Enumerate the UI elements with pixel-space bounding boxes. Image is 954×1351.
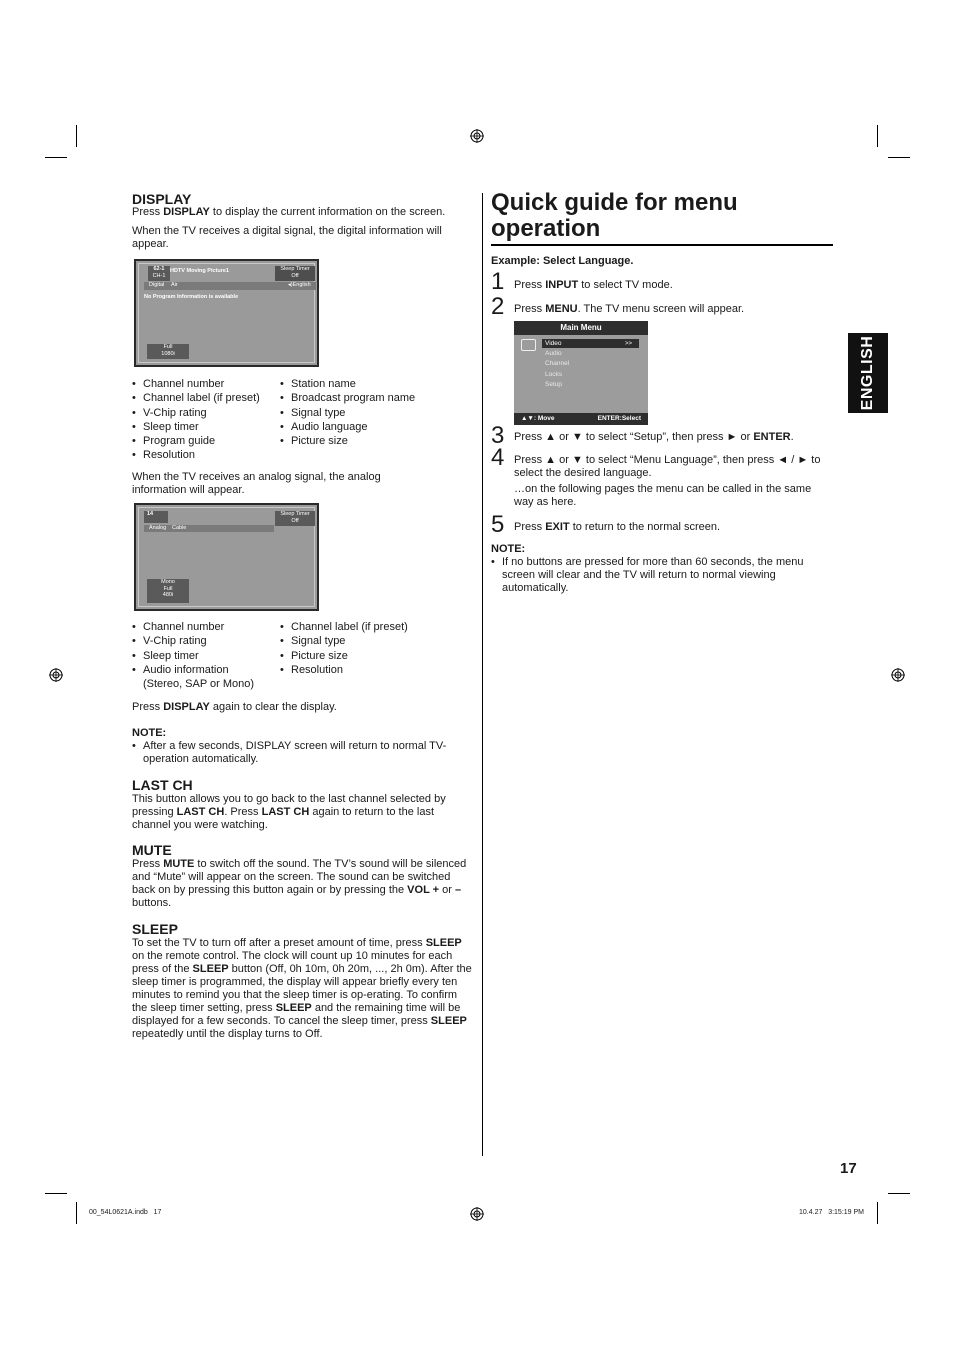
registration-mark-icon (470, 1207, 484, 1221)
channel-box: 14 (144, 511, 168, 523)
step-number: 1 (491, 268, 505, 295)
list-item: • Resolution (132, 448, 272, 462)
enter-hint: ENTER:Select (597, 415, 641, 422)
step-number: 5 (491, 511, 505, 538)
column-divider (482, 193, 483, 1156)
last-ch-heading: LAST CH (132, 777, 193, 793)
list-item: • Broadcast program name (280, 391, 470, 405)
broadcast-type: Air (171, 282, 178, 288)
clear-display-text: Press DISPLAY again to clear the display. (132, 701, 337, 713)
move-hint: ▲▼: Move (521, 415, 555, 422)
step-text: Press ▲ or ▼ to select “Setup”, then press ► or ENTER. (514, 431, 794, 443)
last-ch-text: This button allows you to go back to the last channel selected by pressing LAST CH. Press LAST CH again to return to the last channel you were watching. (132, 793, 446, 831)
video-icon (521, 339, 536, 351)
sleep-heading: SLEEP (132, 921, 178, 937)
registration-mark-icon (891, 668, 905, 682)
crop-mark (76, 125, 77, 147)
signal-type: Analog (149, 525, 167, 531)
digital-items-left (132, 377, 272, 463)
list-item: • Sleep timer (132, 649, 277, 663)
step-number: 3 (491, 422, 505, 449)
signal-type: Digital (149, 282, 165, 288)
step-text: Press EXIT to return to the normal screen. (514, 521, 721, 533)
digital-info-screen (134, 259, 319, 367)
quick-note-label: NOTE: (491, 543, 526, 555)
list-item: • V-Chip rating (132, 634, 277, 648)
registration-mark-icon (49, 668, 63, 682)
menu-item: Video (545, 340, 562, 347)
step-text: Press MENU. The TV menu screen will appear. (514, 303, 745, 315)
analog-note: When the TV receives an analog signal, the analog information will appear. (132, 471, 381, 496)
page-number: 17 (840, 1160, 857, 1177)
mute-heading: MUTE (132, 842, 172, 858)
registration-mark-icon (470, 129, 484, 143)
no-program-text: No Program Information is available (144, 294, 239, 300)
list-item: • Program guide (132, 434, 272, 448)
menu-arrow: >> (625, 341, 633, 347)
menu-item: Locks (545, 371, 562, 378)
display-note (132, 740, 468, 766)
step-text: Press INPUT to select TV mode. (514, 279, 673, 291)
crop-mark (45, 157, 67, 158)
picture-size-box: Full 1080i (147, 344, 189, 359)
crop-mark (76, 1202, 77, 1224)
analog-items-left (132, 620, 277, 691)
menu-item: Setup (545, 381, 562, 388)
display-note-label: NOTE: (132, 727, 167, 739)
step-number: 2 (491, 293, 505, 320)
crop-mark (877, 1202, 878, 1224)
digital-items-right (280, 377, 470, 448)
analog-info-screen (134, 503, 319, 611)
display-heading: DISPLAY (132, 191, 192, 207)
list-item: • Channel number (132, 620, 277, 634)
crop-mark (45, 1193, 67, 1194)
sleep-timer-box: Sleep Timer Off (275, 511, 315, 526)
step-text: Press ▲ or ▼ to select “Menu Language”, then press ◄ / ► to select the desired language. (514, 454, 821, 479)
analog-items-right (280, 620, 470, 677)
title-rule (491, 244, 833, 246)
crop-mark (877, 125, 878, 147)
list-item: • Signal type (280, 634, 470, 648)
example-label: Example: Select Language. (491, 255, 634, 267)
program-name: HDTV Moving Picture1 (170, 268, 229, 274)
list-item: • Channel label (if preset) (132, 391, 272, 405)
channel-box: 62-1 CH-1 (148, 266, 170, 281)
audio-picture-box: Mono Full 480i (147, 579, 189, 603)
broadcast-type: Cable (172, 525, 187, 531)
footer-timestamp: 10.4.27 3:15:19 PM (799, 1209, 864, 1216)
list-item: • Audio information (Stereo, SAP or Mono) (132, 663, 277, 692)
language-tab: ENGLISH (848, 333, 888, 413)
menu-item: Audio (545, 350, 562, 357)
list-item: • Station name (280, 377, 470, 391)
crop-mark (888, 157, 910, 158)
footer-file: 00_54L0621A.indb 17 (89, 1209, 162, 1216)
sleep-timer-box: Sleep Timer Off (275, 266, 315, 281)
list-item: • Picture size (280, 649, 470, 663)
menu-footer (514, 413, 648, 425)
menu-item: Channel (545, 360, 570, 367)
menu-title: Main Menu (514, 321, 648, 335)
list-item: • Channel label (if preset) (280, 620, 470, 634)
list-item: • Sleep timer (132, 420, 272, 434)
list-item: • Picture size (280, 434, 470, 448)
note-item: • After a few seconds, DISPLAY screen will return to normal TV-operation automatically. (132, 740, 468, 766)
list-item: • V-Chip rating (132, 406, 272, 420)
display-intro: Press DISPLAY to display the current information on the screen. (132, 206, 446, 218)
quick-note (491, 556, 827, 595)
crop-mark (888, 1193, 910, 1194)
list-item: • Signal type (280, 406, 470, 420)
list-item: • Channel number (132, 377, 272, 391)
list-item: • Audio language (280, 420, 470, 434)
mute-text: Press MUTE to switch off the sound. The TV’s sound will be silenced and “Mute” will appear on the screen. The sound can be switched back on by pressing this button again or by pressing the VOL + or – buttons. (132, 858, 467, 909)
main-menu-screen (514, 321, 648, 425)
step-number: 4 (491, 444, 505, 471)
audio-language: ◂)English (288, 282, 311, 288)
note-item: • If no buttons are pressed for more than 60 seconds, the menu screen will clear and the TV will return to normal viewing automatically. (491, 556, 827, 595)
page-title: Quick guide for menu operation (491, 189, 738, 242)
step4-extra: …on the following pages the menu can be called in the same way as here. (514, 483, 812, 508)
list-item: • Resolution (280, 663, 470, 677)
digital-note: When the TV receives a digital signal, the digital information will appear. (132, 225, 442, 250)
speaker-icon: ◂) (288, 282, 293, 288)
sleep-text: To set the TV to turn off after a preset amount of time, press SLEEP on the remote control. The clock will count up 10 minutes for each press of the SLEEP button (Off, 0h 10m, 0h 20m, ..., 2h 0m). After the sleep timer is programmed, the display will appear briefly every ten minutes to remind you that the sleep timer is op-erating. To confirm the sleep timer setting, press SLEEP and the remaining time will be displayed for a few seconds. To cancel the sleep timer, press SLEEP repeatedly until the display turns to Off. (132, 937, 472, 1040)
